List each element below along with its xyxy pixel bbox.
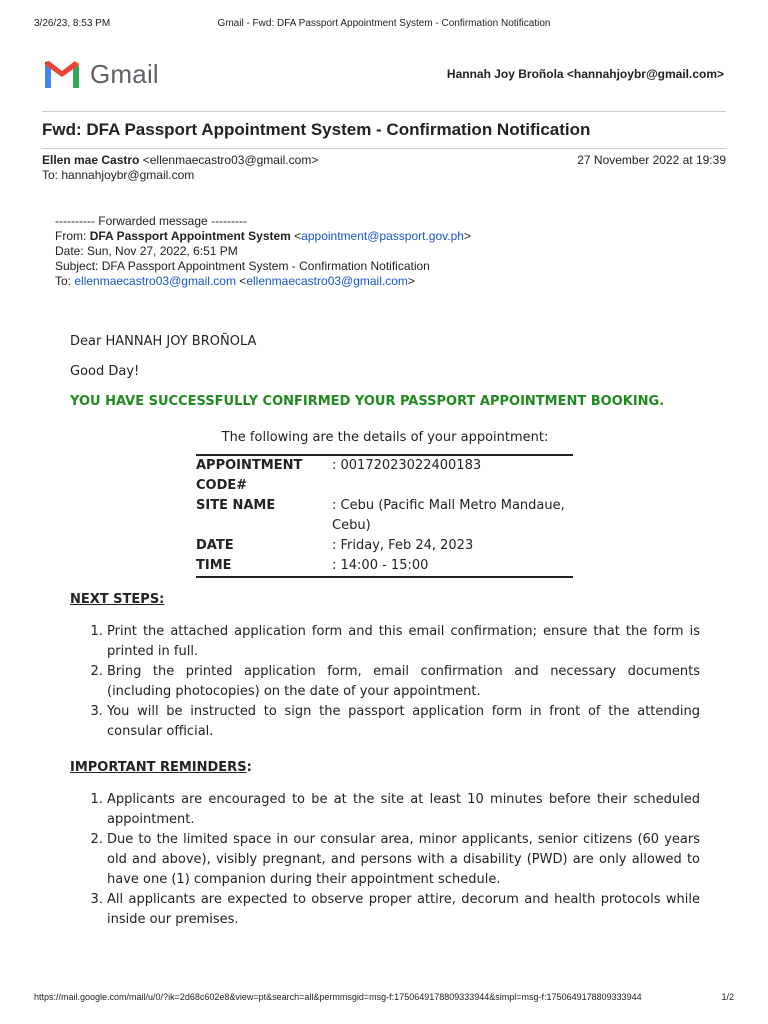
detail-value: : 14:00 - 15:00 [332, 558, 429, 573]
list-item: 2. Due to the limited space in our consular area, minor applicants, senior citizens (60 years old and above), visibly pregnant, and persons with a disability (PWD) are only allowed to have one (1) companion during their appointment schedule. [107, 830, 700, 890]
reminders-colon: : [246, 760, 252, 775]
table-row [196, 556, 573, 577]
detail-label: TIME [196, 558, 232, 573]
sender-name: Ellen mae Castro [42, 153, 140, 167]
list-item: 3. You will be instructed to sign the passport application form in front of the attending consular official. [107, 702, 700, 742]
gmail-wordmark: Gmail [90, 58, 159, 89]
detail-label: APPOINTMENT CODE# [196, 458, 303, 493]
reminders-heading [70, 758, 700, 778]
fwd-to-email-link-2[interactable]: ellenmaecastro03@gmail.com [246, 274, 408, 288]
fwd-date: Date: Sun, Nov 27, 2022, 6:51 PM [55, 244, 238, 258]
reminders-title: IMPORTANT REMINDERS [70, 760, 247, 775]
account-label: Hannah Joy Broñola <hannahjoybr@gmail.com> [446, 67, 724, 81]
list-item: 1. Applicants are encouraged to be at the site at least 10 minutes before their scheduled appointment. [107, 790, 700, 830]
details-intro: The following are the details of your appointment: [221, 430, 549, 445]
email-subject: Fwd: DFA Passport Appointment System - Confirmation Notification [42, 120, 591, 139]
next-steps-list [70, 622, 700, 742]
fwd-from-label: From: [55, 229, 87, 243]
detail-label: DATE [196, 538, 234, 553]
fwd-to-email-link[interactable]: ellenmaecastro03@gmail.com [74, 274, 236, 288]
divider [42, 111, 726, 112]
table-row [196, 455, 573, 496]
fwd-to-close: > [407, 274, 415, 288]
fwd-to-open: < [239, 274, 247, 288]
print-url: https://mail.google.com/mail/u/0/?ik=2d68c602e8&view=pt&search=all&permmsgid=msg-f:1750649178809333944&simpl=msg-f:1750649178809333944 [34, 992, 642, 1002]
to-label: To: [42, 168, 59, 182]
table-row [196, 496, 573, 536]
email-date: 27 November 2022 at 19:39 [577, 153, 726, 167]
good-day: Good Day! [70, 364, 140, 379]
fwd-subject: Subject: DFA Passport Appointment System - Confirmation Notification [55, 259, 430, 273]
fwd-to-label: To: [55, 274, 72, 288]
next-steps-title: NEXT STEPS: [70, 592, 165, 607]
detail-value: : Friday, Feb 24, 2023 [332, 538, 474, 553]
fwd-from-name: DFA Passport Appointment System [89, 229, 291, 243]
sender-email: <ellenmaecastro03@gmail.com> [142, 153, 319, 167]
fwd-from-email-link[interactable]: appointment@passport.gov.ph [301, 229, 464, 243]
forwarded-divider: ---------- Forwarded message --------- [55, 214, 247, 228]
detail-label: SITE NAME [196, 498, 276, 513]
to-value: hannahjoybr@gmail.com [61, 168, 195, 182]
letter-body [70, 332, 700, 930]
greeting: Dear HANNAH JOY BROÑOLA [70, 334, 257, 349]
page-number: 1/2 [721, 992, 734, 1002]
gmail-logo[interactable] [42, 58, 159, 90]
print-datetime: 3/26/23, 8:53 PM [34, 18, 111, 29]
forwarded-header [55, 214, 471, 289]
gmail-m-icon [42, 58, 82, 90]
fwd-from-close: > [463, 229, 471, 243]
reminders-list [70, 790, 700, 930]
appointment-details-table [196, 454, 573, 578]
print-title: Gmail - Fwd: DFA Passport Appointment System - Confirmation Notification [217, 18, 551, 29]
email-meta [42, 153, 726, 183]
list-item: 3. All applicants are expected to observe proper attire, decorum and health protocols while inside our premises. [107, 890, 700, 930]
list-item: 1. Print the attached application form and this email confirmation; ensure that the form is printed in full. [107, 622, 700, 662]
table-row [196, 536, 573, 556]
fwd-from-open: < [294, 229, 302, 243]
divider [42, 148, 726, 149]
list-item: 2. Bring the printed application form, email confirmation and necessary documents (including photocopies) on the date of your appointment. [107, 662, 700, 702]
confirmation-message: YOU HAVE SUCCESSFULLY CONFIRMED YOUR PASSPORT APPOINTMENT BOOKING. [70, 394, 665, 409]
detail-value: : 00172023022400183 [332, 458, 482, 473]
detail-value: : Cebu (Pacific Mall Metro Mandaue, Cebu) [332, 498, 565, 533]
